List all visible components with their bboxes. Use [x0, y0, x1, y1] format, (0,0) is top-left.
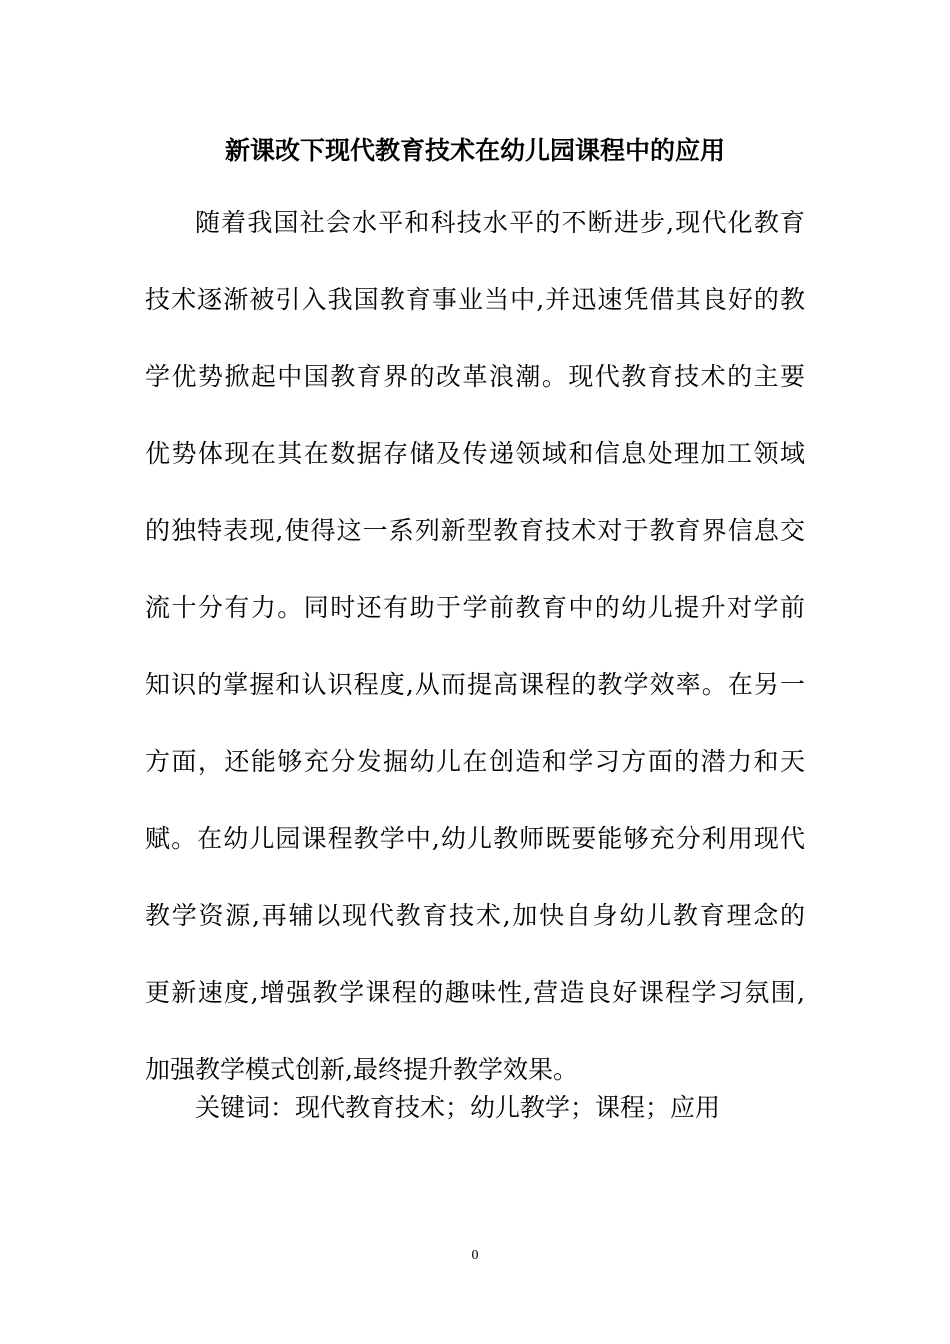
- body-line: 赋。在幼儿园课程教学中,幼儿教师既要能够充分利用现代: [145, 824, 805, 853]
- body-line: 的独特表现,使得这一系列新型教育技术对于教育界信息交: [145, 516, 805, 545]
- keywords-line: 关键词：现代教育技术；幼儿教学；课程；应用: [195, 1093, 721, 1122]
- document-title: 新课改下现代教育技术在幼儿园课程中的应用: [224, 136, 725, 165]
- body-line: 学优势掀起中国教育界的改革浪潮。现代教育技术的主要: [145, 362, 805, 391]
- body-line: 优势体现在其在数据存储及传递领域和信息处理加工领域: [145, 439, 805, 468]
- body-line: 方面，还能够充分发掘幼儿在创造和学习方面的潜力和天: [145, 747, 805, 776]
- body-line: 加强教学模式创新,最终提升教学效果。: [145, 1055, 578, 1084]
- body-line: 流十分有力。同时还有助于学前教育中的幼儿提升对学前: [145, 593, 805, 622]
- body-line: 知识的掌握和认识程度,从而提高课程的教学效率。在另一: [145, 670, 805, 699]
- page-number: 0: [471, 1248, 479, 1263]
- body-line: 教学资源,再辅以现代教育技术,加快自身幼儿教育理念的: [145, 901, 805, 930]
- body-line: 技术逐渐被引入我国教育事业当中,并迅速凭借其良好的教: [145, 285, 805, 314]
- body-line: 更新速度,增强教学课程的趣味性,营造良好课程学习氛围,: [145, 978, 805, 1007]
- body-line: 随着我国社会水平和科技水平的不断进步,现代化教育: [195, 208, 805, 237]
